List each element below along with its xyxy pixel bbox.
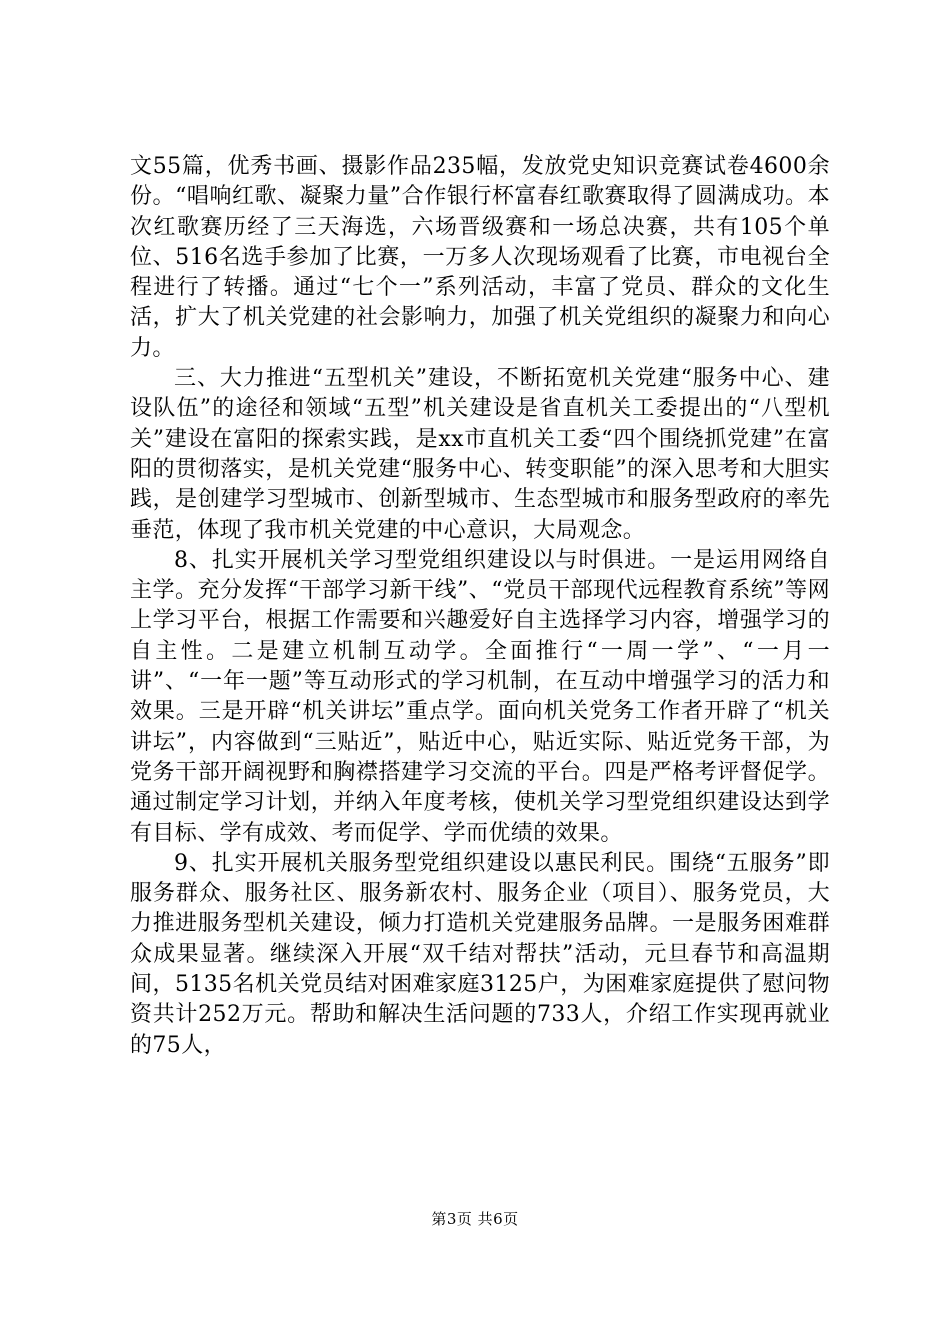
paragraph-continued: 文55篇，优秀书画、摄影作品235幅，发放党史知识竞赛试卷4600余份。“唱响红歌、凝聚力量”合作银行杯富春红歌赛取得了圆满成功。本次红歌赛历经了三天海选，六场晋级赛和一场总决赛，共有105个单位、516名选手参加了比赛，一万多人次现场观看了比赛，市电视台全程进行了转播。通过“七个一”系列活动，丰富了党员、群众的文化生活，扩大了机关党建的社会影响力，加强了机关党组织的凝聚力和向心力。: [130, 154, 830, 361]
document-body: [130, 152, 830, 1061]
paragraph-section-three: 三、大力推进“五型机关”建设，不断拓宽机关党建“服务中心、建设队伍”的途径和领域“五型”机关建设是省直机关工委提出的“八型机关”建设在富阳的探索实践，是xx市直机关工委“四个围绕抓党建”在富阳的贯彻落实，是机关党建“服务中心、转变职能”的深入思考和大胆实践，是创建学习型城市、创新型城市、生态型城市和服务型政府的率先垂范，体现了我市机关党建的中心意识，大局观念。: [130, 366, 830, 543]
page-number-footer: 第3页 共6页: [431, 1210, 519, 1228]
paragraph-item-eight: 8、扎实开展机关学习型党组织建设以与时俱进。一是运用网络自主学。充分发挥“干部学习新干线”、“党员干部现代远程教育系统”等网上学习平台，根据工作需要和兴趣爱好自主选择学习内容，增强学习的自主性。二是建立机制互动学。全面推行“一周一学”、“一月一讲”、“一年一题”等互动形式的学习机制，在互动中增强学习的活力和效果。三是开辟“机关讲坛”重点学。面向机关党务工作者开辟了“机关讲坛”，内容做到“三贴近”，贴近中心，贴近实际、贴近党务干部，为党务干部开阔视野和胸襟搭建学习交流的平台。四是严格考评督促学。通过制定学习计划，并纳入年度考核，使机关学习型党组织建设达到学有目标、学有成效、考而促学、学而优绩的效果。: [130, 547, 830, 846]
paragraph-item-nine: 9、扎实开展机关服务型党组织建设以惠民利民。围绕“五服务”即服务群众、服务社区、服务新农村、服务企业（项目）、服务党员，大力推进服务型机关建设，倾力打造机关党建服务品牌。一是服务困难群众成果显著。继续深入开展“双千结对帮扶”活动，元旦春节和高温期间，5135名机关党员结对困难家庭3125户，为困难家庭提供了慰问物资共计252万元。帮助和解决生活问题的733人，介绍工作实现再就业的75人，: [130, 850, 830, 1058]
